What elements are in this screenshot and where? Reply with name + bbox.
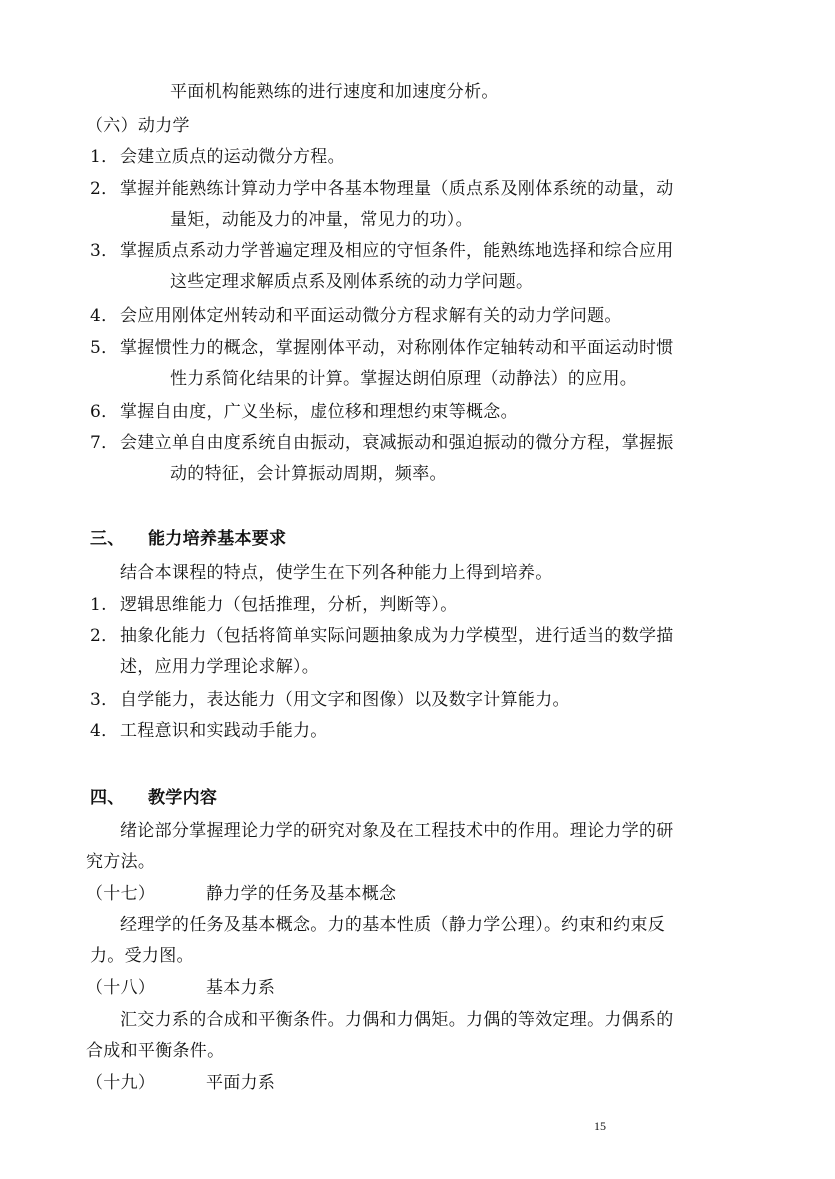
item-number: 5．	[90, 338, 119, 358]
subsection-label: （十七）	[86, 884, 156, 904]
section-three-heading	[90, 527, 286, 551]
item-number: 3．	[90, 241, 119, 261]
list-item	[90, 304, 622, 328]
list-item	[90, 688, 570, 712]
item-text: 抽象化能力（包括将简单实际问题抽象成为力学模型，进行适当的数学描	[120, 626, 674, 646]
item-text: 逻辑思维能力（包括推理，分析，判断等）。	[120, 595, 458, 615]
item-text-continuation: 动的特征，会计算振动周期，频率。	[170, 464, 447, 484]
list-item	[90, 145, 345, 169]
subsection-title: 平面力系	[206, 1073, 276, 1093]
list-item	[90, 177, 674, 201]
item-text: 会应用刚体定州转动和平面运动微分方程求解有关的动力学问题。	[120, 306, 622, 326]
item-number: 7．	[90, 433, 119, 453]
item-text: 自学能力，表达能力（用文字和图像）以及数字计算能力。	[120, 690, 570, 710]
item-number: 4．	[90, 721, 119, 741]
subsection-title: 静力学的任务及基本概念	[206, 884, 397, 904]
paragraph-line: 经理学的任务及基本概念。力的基本性质（静力学公理）。约束和约束反	[120, 915, 666, 935]
section-number: 三、	[90, 529, 125, 549]
item-number: 3．	[90, 690, 119, 710]
item-number: 1．	[90, 147, 119, 167]
item-number: 2．	[90, 179, 119, 199]
item-number: 4．	[90, 306, 119, 326]
section-title: 能力培养基本要求	[148, 529, 287, 549]
list-item	[90, 336, 674, 360]
list-item	[90, 239, 674, 263]
item-text-continuation: 述，应用力学理论求解）。	[120, 657, 320, 677]
section-intro: 绪论部分掌握理论力学的研究对象及在工程技术中的作用。理论力学的研	[120, 821, 674, 841]
section-intro: 结合本课程的特点，使学生在下列各种能力上得到培养。	[120, 563, 553, 583]
list-item	[90, 624, 674, 648]
paragraph-line: 合成和平衡条件。	[86, 1041, 225, 1061]
list-item	[90, 719, 328, 743]
list-item	[90, 593, 458, 617]
section-intro-continuation: 究方法。	[86, 852, 156, 872]
item-text: 掌握自由度，广义坐标，虚位移和理想约束等概念。	[120, 402, 518, 422]
page-number: 15	[594, 1119, 606, 1133]
item-number: 2．	[90, 626, 119, 646]
item-number: 1.	[90, 595, 107, 615]
item-text: 会建立质点的运动微分方程。	[120, 147, 345, 167]
subsection-label: （十九）	[86, 1073, 156, 1093]
subsection-heading	[86, 882, 396, 906]
paragraph-line: 力。受力图。	[90, 946, 194, 966]
item-text-continuation: 量矩，动能及力的冲量，常见力的功）。	[170, 210, 473, 230]
item-text: 掌握并能熟练计算动力学中各基本物理量（质点系及刚体系统的动量，动	[120, 179, 674, 199]
item-text-continuation: 性力系简化结果的计算。掌握达朗伯原理（动静法）的应用。	[170, 369, 638, 389]
section-number: 四、	[90, 788, 125, 808]
item-number: 6．	[90, 402, 119, 422]
item-text: 会建立单自由度系统自由振动，衰减振动和强迫振动的微分方程，掌握振	[120, 433, 674, 453]
subsection-heading	[86, 1071, 275, 1095]
section-title: 教学内容	[148, 788, 218, 808]
item-text: 工程意识和实践动手能力。	[120, 721, 328, 741]
section-four-heading	[90, 786, 217, 810]
continuation-line: 平面机构能熟练的进行速度和加速度分析。	[170, 82, 499, 102]
item-text: 掌握惯性力的概念，掌握刚体平动，对称刚体作定轴转动和平面运动时惯	[120, 338, 674, 358]
list-item	[90, 431, 674, 455]
section-six-title: （六）动力学	[86, 116, 190, 136]
item-text: 掌握质点系动力学普遍定理及相应的守恒条件，能熟练地选择和综合应用	[120, 241, 674, 261]
subsection-title: 基本力系	[206, 978, 276, 998]
list-item	[90, 400, 518, 424]
subsection-label: （十八）	[86, 978, 156, 998]
subsection-heading	[86, 976, 275, 1000]
item-text-continuation: 这些定理求解质点系及刚体系统的动力学问题。	[170, 272, 534, 292]
paragraph-line: 汇交力系的合成和平衡条件。力偶和力偶矩。力偶的等效定理。力偶系的	[120, 1010, 674, 1030]
